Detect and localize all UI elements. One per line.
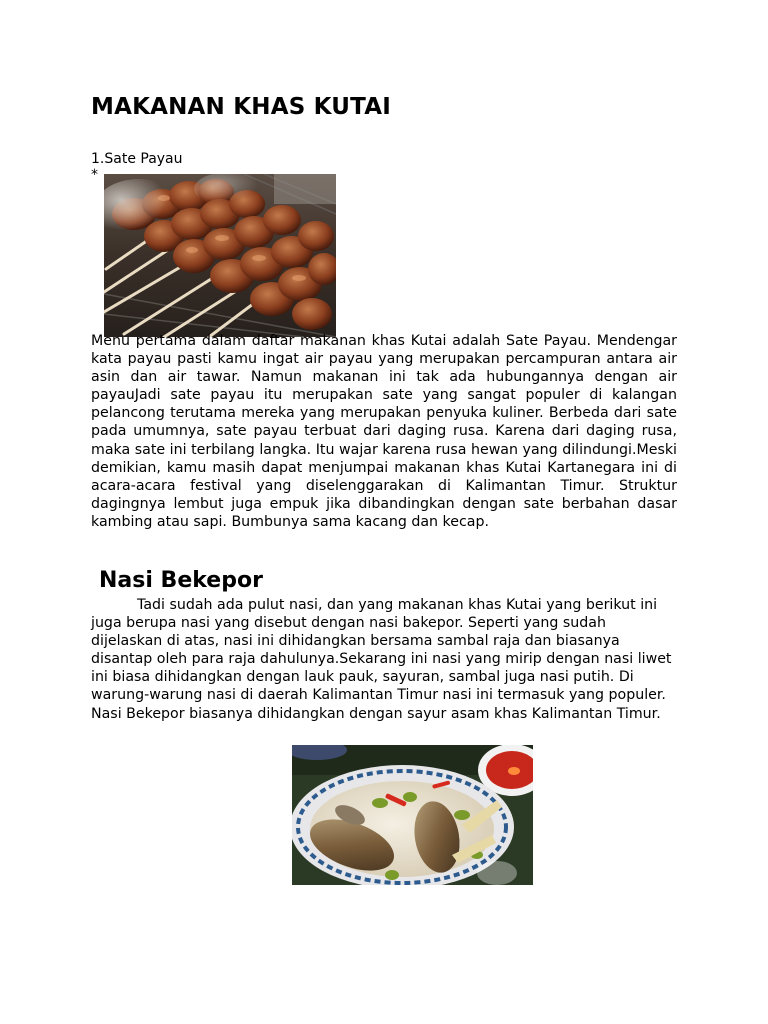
sate-payau-photo [104, 174, 336, 337]
sate-payau-heading: 1.Sate Payau [91, 151, 183, 167]
bullet-marker: * [91, 167, 98, 183]
nasi-bekepor-heading: Nasi Bekepor [99, 568, 263, 593]
sate-payau-photo-icon [104, 174, 336, 337]
nasi-bekepor-photo-icon [292, 745, 533, 885]
nasi-bekepor-photo [292, 745, 533, 885]
sate-payau-paragraph: Menu pertama dalam daftar makanan khas Kutai adalah Sate Payau. Mendengar kata payau pasti kamu ingat air payau yang merupakan percampuran antara air asin dan air tawar. Namun makanan ini tak ada hubungannya dengan air payauJadi sate payau itu merupakan sate yang sangat populer di kalangan pelancong terutama mereka yang merupakan penyuka kuliner. Berbeda dari sate pada umumnya, sate payau terbuat dari daging rusa. Karena dari daging rusa, maka sate ini terbilang langka. Itu wajar karena rusa hewan yang dilindungi.Meski demikian, kamu masih dapat menjumpai makanan khas Kutai Kartanegara ini di acara-acara festival yang diselenggarakan di Kalimantan Timur. Struktur dagingnya lembut juga empuk jika dibandingkan dengan sate berbahan dasar kambing atau sapi. Bumbunya sama kacang dan kecap. [91, 333, 677, 530]
nasi-bekepor-paragraph: Tadi sudah ada pulut nasi, dan yang makanan khas Kutai yang berikut ini juga berupa nasi yang disebut dengan nasi bakepor. Seperti yang sudah dijelaskan di atas, nasi ini dihidangkan bersama sambal raja dan biasanya disantap oleh para raja dahulunya.Sekarang ini nasi yang mirip dengan nasi liwet ini biasa dihidangkan dengan lauk pauk, sayuran, sambal juga nasi putih. Di warung-warung nasi di daerah Kalimantan Timur nasi ini termasuk yang populer. Nasi Bekepor biasanya dihidangkan dengan sayur asam khas Kalimantan Timur. [91, 597, 672, 722]
document-title: MAKANAN KHAS KUTAI [91, 94, 392, 120]
